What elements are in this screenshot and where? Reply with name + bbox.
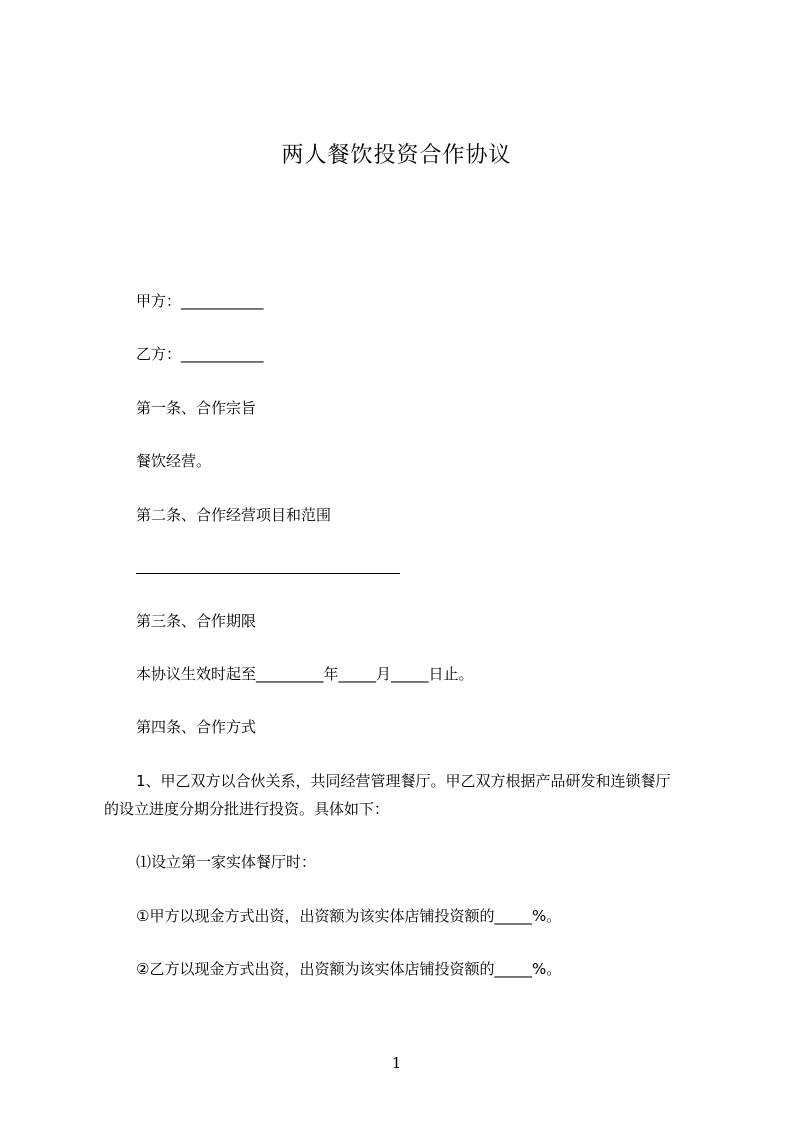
article-4-sub-1: ⑴设立第一家实体餐厅时： — [136, 853, 317, 871]
article-4-sub-1-a: ①甲方以现金方式出资，出资额为该实体店铺投资额的_____%。 — [136, 907, 562, 925]
article-2-heading: 第二条、合作经营项目和范围 — [136, 506, 332, 524]
party-b-line: 乙方：___________ — [136, 345, 264, 363]
party-a-line: 甲方：___________ — [136, 292, 264, 310]
article-3-heading: 第三条、合作期限 — [136, 612, 257, 630]
article-4-sub-1-b: ②乙方以现金方式出资，出资额为该实体店铺投资额的_____%。 — [136, 960, 562, 978]
article-4-heading: 第四条、合作方式 — [136, 718, 257, 736]
article-4-item-1-line-2: 的设立进度分期分批进行投资。具体如下： — [104, 800, 390, 818]
article-4-item-1-line-1: 1、甲乙双方以合伙关系，共同经营管理餐厅。甲乙双方根据产品研发和连锁餐厅 — [136, 772, 671, 790]
article-3-body: 本协议生效时起至_________年_____月_____日止。 — [136, 665, 474, 683]
page-number: 1 — [391, 1054, 402, 1072]
article-1-heading: 第一条、合作宗旨 — [136, 399, 257, 417]
document-title: 两人餐饮投资合作协议 — [281, 143, 512, 168]
article-1-body: 餐饮经营。 — [136, 452, 212, 470]
article-2-blank-line — [136, 573, 400, 574]
